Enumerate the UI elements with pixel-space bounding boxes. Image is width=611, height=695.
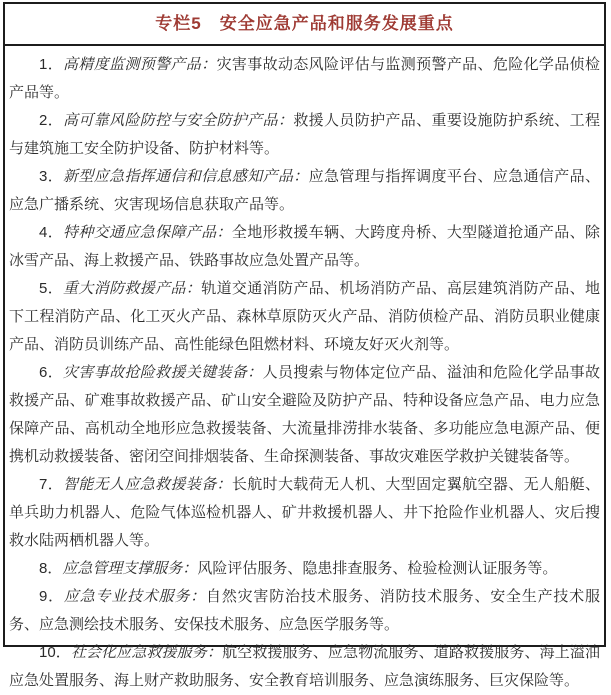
item-lead: 社会化应急救援服务： bbox=[70, 645, 223, 661]
item-text: 轨道交通消防产品、机场消防产品、高层建筑消防产品、地下工程消防产品、化工灭火产品、森林草原防灭火产品、消防侦检产品、消防员职业健康产品、消防员训练产品、高性能绿色阻燃材料、环境友好灭火剂等。 bbox=[9, 280, 600, 353]
item-text: 长航时大载荷无人机、大型固定翼航空器、无人船艇、单兵助力机器人、危险气体巡检机器人、矿井救援机器人、井下抢险作业机器人、灾后搜救水陆两栖机器人等。 bbox=[9, 476, 600, 549]
item-lead: 应急专业技术服务： bbox=[63, 589, 207, 605]
column-box-panel bbox=[3, 2, 606, 689]
list-item-7 bbox=[9, 471, 600, 555]
item-number: 8． bbox=[39, 560, 63, 577]
item-lead: 特种交通应急保障产品： bbox=[63, 225, 232, 241]
panel-body bbox=[5, 46, 604, 695]
item-number: 6． bbox=[39, 364, 64, 381]
list-item-3 bbox=[9, 163, 600, 219]
item-text: 灾害事故动态风险评估与监测预警产品、危险化学品侦检产品等。 bbox=[9, 56, 600, 101]
item-lead: 高精度监测预警产品： bbox=[63, 57, 217, 73]
item-text: 自然灾害防治技术服务、消防技术服务、安全生产技术服务、应急测绘技术服务、安保技术服务、应急医学服务等。 bbox=[9, 588, 600, 633]
list-item-10 bbox=[9, 639, 600, 695]
item-lead: 应急管理支撑服务： bbox=[62, 561, 198, 577]
list-item-5 bbox=[9, 275, 600, 359]
item-lead: 灾害事故抢险救援关键装备： bbox=[63, 365, 263, 381]
item-lead: 高可靠风险防控与安全防护产品： bbox=[63, 113, 294, 129]
panel-title: 专栏5 安全应急产品和服务发展重点 bbox=[5, 4, 604, 46]
list-item-1 bbox=[9, 51, 600, 107]
item-number: 3． bbox=[39, 168, 64, 185]
item-lead: 智能无人应急救援装备： bbox=[63, 477, 232, 493]
item-number: 4． bbox=[39, 224, 64, 241]
list-item-9 bbox=[9, 583, 600, 639]
item-text: 应急管理与指挥调度平台、应急通信产品、应急广播系统、灾害现场信息获取产品等。 bbox=[9, 168, 600, 213]
item-lead: 新型应急指挥通信和信息感知产品： bbox=[63, 169, 309, 185]
item-number: 5． bbox=[39, 280, 64, 297]
list-item-2 bbox=[9, 107, 600, 163]
item-number: 10． bbox=[39, 644, 71, 661]
item-text: 风险评估服务、隐患排查服务、检验检测认证服务等。 bbox=[197, 560, 558, 577]
item-text: 全地形救援车辆、大跨度舟桥、大型隧道抢通产品、除冰雪产品、海上救援产品、铁路事故应急处置产品等。 bbox=[9, 224, 600, 269]
item-number: 1． bbox=[39, 56, 64, 73]
item-text: 救援人员防护产品、重要设施防护系统、工程与建筑施工安全防护设备、防护材料等。 bbox=[9, 112, 600, 157]
item-number: 9． bbox=[39, 588, 64, 605]
item-number: 2． bbox=[39, 112, 64, 129]
list-item-8 bbox=[9, 555, 600, 583]
list-item-6 bbox=[9, 359, 600, 471]
item-text: 航空救援服务、应急物流服务、道路救援服务、海上溢油应急处置服务、海上财产救助服务、安全教育培训服务、应急演练服务、巨灾保险等。 bbox=[9, 644, 600, 689]
item-number: 7． bbox=[39, 476, 64, 493]
list-item-4 bbox=[9, 219, 600, 275]
item-lead: 重大消防救援产品： bbox=[63, 281, 202, 297]
item-text: 人员搜索与物体定位产品、溢油和危险化学品事故救援产品、矿难事故救援产品、矿山安全避险及防护产品、特种设备应急产品、电力应急保障产品、高机动全地形应急救援装备、大流量排涝排水装备、多功能应急电源产品、便携机动救援装备、密闭空间排烟装备、生命探测装备、事故灾难医学救护关键装备等。 bbox=[9, 364, 600, 465]
